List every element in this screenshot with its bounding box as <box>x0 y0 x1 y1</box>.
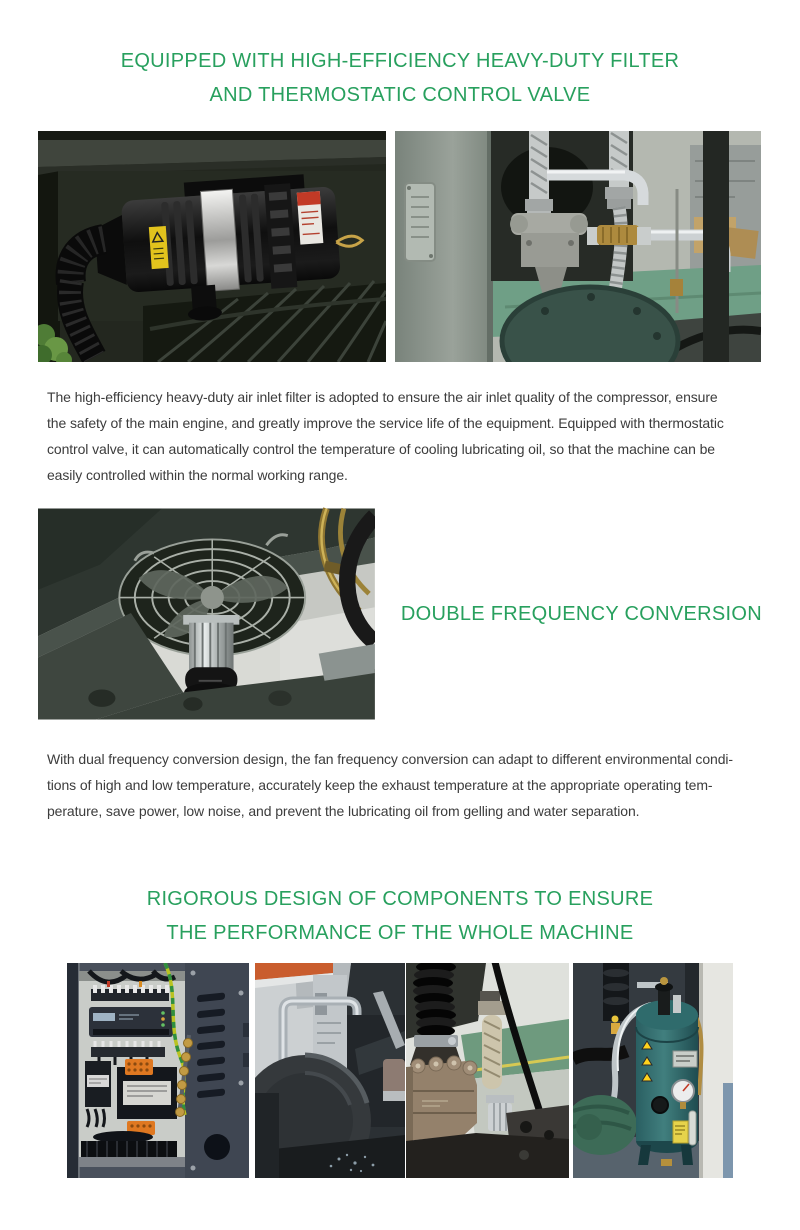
warning-label-yellow <box>149 226 169 269</box>
filter-photo-row <box>38 131 761 362</box>
frequency-section <box>38 505 762 723</box>
sight-glass <box>689 1111 696 1145</box>
left-shadow <box>255 1093 279 1178</box>
section-heading-filter <box>0 44 800 112</box>
components-photo-row <box>67 963 733 1178</box>
photo-gap <box>386 131 395 362</box>
heading-filter-line1: EQUIPPED WITH HIGH-EFFICIENCY HEAVY-DUTY FILTER <box>120 50 680 72</box>
heading-rigorous-line2: THE PERFORMANCE OF THE WHOLE MACHINE <box>166 922 634 944</box>
plc-module <box>89 1007 173 1037</box>
product-label-red <box>297 191 324 244</box>
heading-filter-line2: AND THERMOSTATIC CONTROL VALVE <box>209 84 591 106</box>
brass-coupling <box>587 225 651 245</box>
cabinet-door <box>185 963 249 1178</box>
thermostatic-valve-photo <box>395 131 761 362</box>
corrugated-hose <box>413 963 456 1037</box>
brass-valve <box>670 279 683 296</box>
frequency-heading: DOUBLE FREQUENCY CONVERSION <box>400 602 762 625</box>
yellow-label <box>673 1121 688 1143</box>
frame-column <box>703 131 729 362</box>
separator-tank-photo <box>573 963 733 1178</box>
doorway <box>699 963 733 1178</box>
filter-description: The high-efficiency heavy-duty air inlet filter is adopted to ensure the air inlet quality of the compressor, ensure the safety of the main engine, and greatly improve the service life of the equipment. Equipped with thermostatic control valve, it can automatically control the temperature of cooling lubricating oil, so that the machine can be easily controlled within the normal working range. <box>47 389 724 483</box>
air-filter-photo <box>38 131 386 362</box>
receiver-tank <box>395 131 493 362</box>
cooling-fan-photo <box>38 505 375 723</box>
braided-hose-small <box>478 991 506 1089</box>
drain-valve <box>661 1159 672 1166</box>
bronze-valve-body <box>406 1056 477 1141</box>
frequency-heading-wrap <box>375 505 762 723</box>
drive-coupling-photo <box>255 963 405 1178</box>
frequency-description: With dual frequency conversion design, the fan frequency conversion can adapt to different environmental condi- tions of high and low temperature, accurately keep the exhaust temperature at the appropriate operating tem- perature, save power, low noise, and prevent the lubricating oil from gelling and water separation. <box>47 751 733 819</box>
heading-rigorous-line1: RIGOROUS DESIGN OF COMPONENTS TO ENSURE <box>146 888 654 910</box>
intake-valve-photo <box>406 963 569 1178</box>
section-heading-rigorous <box>0 882 800 950</box>
door-edge <box>67 963 79 1178</box>
electrical-cabinet-photo <box>67 963 249 1178</box>
